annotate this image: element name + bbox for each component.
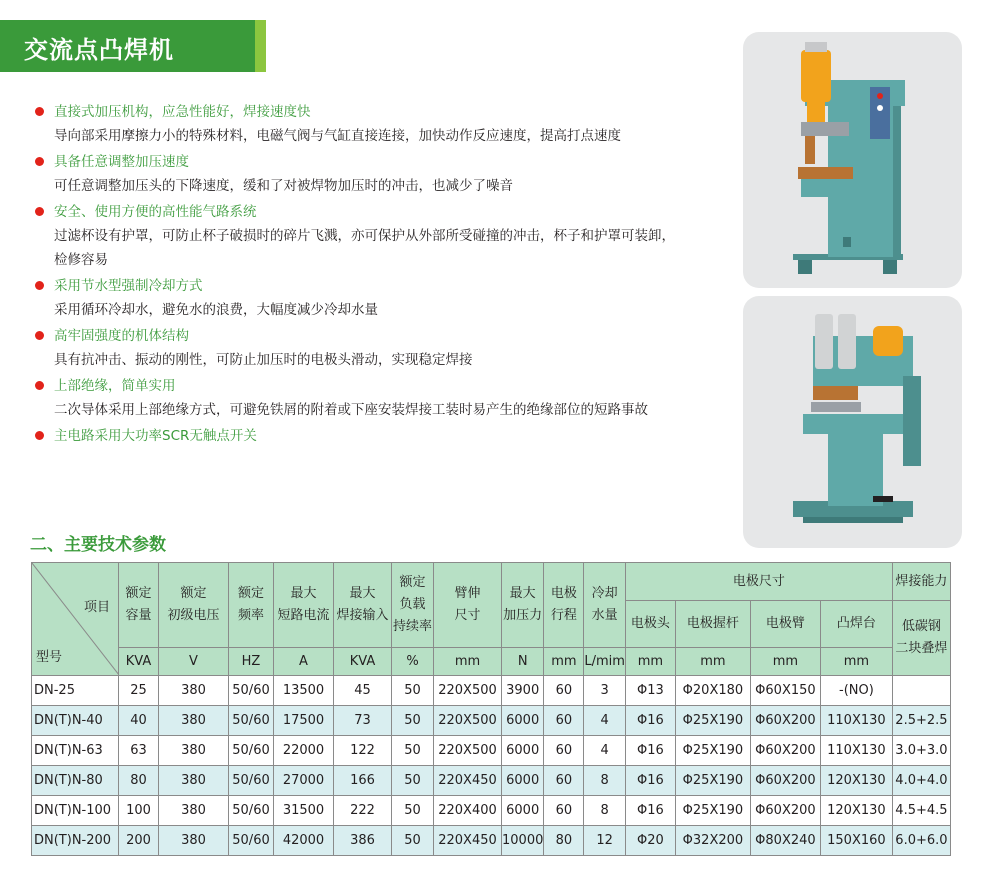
table-cell: 122: [334, 736, 392, 766]
table-cell: 73: [334, 706, 392, 736]
unit-cell: mm: [625, 648, 675, 676]
model-cell: DN(T)N-200: [32, 826, 119, 856]
unit-cell: KVA: [334, 648, 392, 676]
electrode-column-header: 电极头: [625, 601, 675, 648]
corner-label-item: 项目: [83, 600, 110, 615]
table-cell: 27000: [274, 766, 334, 796]
table-cell: 220X450: [434, 766, 502, 796]
red-bullet-icon: [35, 331, 44, 340]
feature-heading-text: 高牢固强度的机体结构: [54, 328, 189, 344]
table-cell: Φ60X150: [750, 676, 820, 706]
table-row: [32, 796, 951, 826]
column-header: 最大 加压力: [502, 563, 544, 648]
feature-heading: [35, 100, 675, 124]
projection-welder-double-head-icon: [743, 296, 962, 548]
feature-heading-text: 安全、使用方便的高性能气路系统: [54, 204, 257, 220]
machine-photo-2: [743, 296, 962, 548]
page-title: 交流点凸焊机: [24, 36, 174, 64]
table-cell: 50/60: [229, 706, 274, 736]
table-cell: 80: [119, 766, 159, 796]
feature-item: [35, 374, 675, 422]
table-cell: 60: [544, 676, 584, 706]
feature-description: 过滤杯设有护罩，可防止杯子破损时的碎片飞溅，亦可保护从外部所受碰撞的冲击，杯子和护罩可装卸，检修容易: [54, 228, 675, 268]
table-cell: 220X450: [434, 826, 502, 856]
table-cell: Φ16: [625, 706, 675, 736]
table-cell: 8: [584, 766, 626, 796]
table-cell: 12: [584, 826, 626, 856]
feature-heading: [35, 324, 675, 348]
table-cell: 50/60: [229, 676, 274, 706]
model-cell: DN(T)N-40: [32, 706, 119, 736]
column-header: 额定 负载 持续率: [392, 563, 434, 648]
electrode-column-header: 电极臂: [750, 601, 820, 648]
feature-item: [35, 100, 675, 148]
title-banner: [0, 20, 270, 72]
table-cell: Φ13: [625, 676, 675, 706]
column-header: 冷却 水量: [584, 563, 626, 648]
feature-heading-text: 具备任意调整加压速度: [54, 154, 189, 170]
unit-cell: mm: [675, 648, 750, 676]
table-cell: 220X500: [434, 736, 502, 766]
table-header-row: [32, 563, 951, 601]
electrode-group-header: 电极尺寸: [625, 563, 892, 601]
unit-cell: L/mim: [584, 648, 626, 676]
table-cell: 200: [119, 826, 159, 856]
table-cell: 50/60: [229, 796, 274, 826]
feature-description: 采用循环冷却水，避免水的浪费，大幅度减少冷却水量: [54, 302, 378, 318]
table-cell: 2.5+2.5: [892, 706, 950, 736]
table-cell: 60: [544, 736, 584, 766]
table-cell: 380: [159, 796, 229, 826]
table-cell: 3900: [502, 676, 544, 706]
table-cell: Φ20X180: [675, 676, 750, 706]
feature-description: 二次导体采用上部绝缘方式，可避免铁屑的附着或下座安装焊接工装时易产生的绝缘部位的短路事故: [54, 402, 648, 418]
model-cell: DN-25: [32, 676, 119, 706]
column-header: 电极 行程: [544, 563, 584, 648]
table-cell: 150X160: [820, 826, 892, 856]
model-cell: DN(T)N-80: [32, 766, 119, 796]
unit-cell: mm: [750, 648, 820, 676]
table-cell: 50: [392, 706, 434, 736]
table-cell: 220X400: [434, 796, 502, 826]
table-row: [32, 736, 951, 766]
feature-item: [35, 150, 675, 198]
table-cell: Φ60X200: [750, 796, 820, 826]
table-cell: Φ60X200: [750, 736, 820, 766]
table-cell: 110X130: [820, 736, 892, 766]
model-cell: DN(T)N-100: [32, 796, 119, 826]
red-bullet-icon: [35, 207, 44, 216]
table-cell: Φ25X190: [675, 766, 750, 796]
column-header: 额定 初级电压: [159, 563, 229, 648]
weld-group-header: 焊接能力: [892, 563, 950, 601]
table-cell: -(NO): [820, 676, 892, 706]
table-cell: Φ32X200: [675, 826, 750, 856]
feature-heading: [35, 374, 675, 398]
section-title: 二、主要技术参数: [30, 535, 166, 555]
table-cell: 386: [334, 826, 392, 856]
table-cell: 50: [392, 676, 434, 706]
machine-photo-1: [743, 32, 962, 288]
table-cell: 120X130: [820, 796, 892, 826]
electrode-column-header: 电极握杆: [675, 601, 750, 648]
table-cell: Φ80X240: [750, 826, 820, 856]
table-cell: Φ25X190: [675, 796, 750, 826]
table-cell: 50/60: [229, 766, 274, 796]
table-cell: 60: [544, 766, 584, 796]
feature-heading: [35, 200, 675, 224]
table-row: [32, 826, 951, 856]
corner-label-model: 型号: [36, 650, 63, 665]
table-cell: 17500: [274, 706, 334, 736]
table-cell: Φ16: [625, 796, 675, 826]
unit-cell: A: [274, 648, 334, 676]
table-cell: 110X130: [820, 706, 892, 736]
table-cell: 50/60: [229, 736, 274, 766]
table-row: [32, 766, 951, 796]
table-cell: Φ25X190: [675, 736, 750, 766]
table-cell: 380: [159, 736, 229, 766]
table-cell: 120X130: [820, 766, 892, 796]
table-cell: 80: [544, 826, 584, 856]
table-cell: 60: [544, 796, 584, 826]
unit-cell: mm: [544, 648, 584, 676]
spec-table: [31, 562, 951, 856]
feature-item: [35, 200, 675, 272]
table-cell: 6000: [502, 766, 544, 796]
table-cell: 380: [159, 826, 229, 856]
table-corner-cell: [32, 563, 119, 676]
unit-cell: mm: [434, 648, 502, 676]
table-cell: 3: [584, 676, 626, 706]
table-cell: 8: [584, 796, 626, 826]
unit-cell: mm: [820, 648, 892, 676]
table-cell: 10000: [502, 826, 544, 856]
column-header: 最大 短路电流: [274, 563, 334, 648]
table-cell: 100: [119, 796, 159, 826]
table-cell: Φ16: [625, 736, 675, 766]
red-bullet-icon: [35, 381, 44, 390]
table-cell: 6000: [502, 706, 544, 736]
table-cell: Φ60X200: [750, 706, 820, 736]
feature-list: [35, 100, 675, 450]
table-cell: 166: [334, 766, 392, 796]
table-units-row: [32, 648, 951, 676]
table-cell: 6000: [502, 796, 544, 826]
table-row: [32, 676, 951, 706]
table-cell: Φ20: [625, 826, 675, 856]
table-cell: 50: [392, 766, 434, 796]
table-cell: 222: [334, 796, 392, 826]
feature-heading: [35, 424, 675, 448]
feature-item: [35, 424, 675, 448]
table-cell: 380: [159, 766, 229, 796]
feature-description: 可任意调整加压头的下降速度，缓和了对被焊物加压时的冲击，也减少了噪音: [54, 178, 513, 194]
table-cell: 50: [392, 826, 434, 856]
table-cell: Φ60X200: [750, 766, 820, 796]
table-cell: 50: [392, 736, 434, 766]
column-header: 臂伸 尺寸: [434, 563, 502, 648]
spot-welder-single-head-icon: [743, 32, 962, 288]
table-cell: 13500: [274, 676, 334, 706]
feature-item: [35, 324, 675, 372]
table-cell: 4.0+4.0: [892, 766, 950, 796]
table-cell: 3.0+3.0: [892, 736, 950, 766]
table-cell: 50: [392, 796, 434, 826]
table-cell: 4: [584, 706, 626, 736]
table-cell: 25: [119, 676, 159, 706]
table-cell: [892, 676, 950, 706]
table-cell: 50/60: [229, 826, 274, 856]
feature-description: 导向部采用摩擦力小的特殊材料，电磁气阀与气缸直接连接，加快动作反应速度，提高打点速度: [54, 128, 621, 144]
table-cell: 45: [334, 676, 392, 706]
feature-heading: [35, 274, 675, 298]
red-bullet-icon: [35, 281, 44, 290]
unit-cell: N: [502, 648, 544, 676]
model-cell: DN(T)N-63: [32, 736, 119, 766]
table-cell: 6000: [502, 736, 544, 766]
unit-cell: KVA: [119, 648, 159, 676]
unit-cell: HZ: [229, 648, 274, 676]
table-cell: Φ25X190: [675, 706, 750, 736]
weld-column-header: 低碳钢 二块叠焊: [892, 601, 950, 676]
feature-heading-text: 直接式加压机构，应急性能好，焊接速度快: [54, 104, 311, 120]
table-row: [32, 706, 951, 736]
table-cell: 40: [119, 706, 159, 736]
red-bullet-icon: [35, 107, 44, 116]
unit-cell: %: [392, 648, 434, 676]
column-header: 最大 焊接输入: [334, 563, 392, 648]
table-cell: 4.5+4.5: [892, 796, 950, 826]
table-cell: 42000: [274, 826, 334, 856]
table-cell: 22000: [274, 736, 334, 766]
feature-heading-text: 主电路采用大功率SCR无触点开关: [54, 428, 257, 444]
feature-item: [35, 274, 675, 322]
table-cell: 220X500: [434, 676, 502, 706]
unit-cell: V: [159, 648, 229, 676]
electrode-column-header: 凸焊台: [820, 601, 892, 648]
column-header: 额定 频率: [229, 563, 274, 648]
table-cell: 380: [159, 706, 229, 736]
feature-heading: [35, 150, 675, 174]
table-cell: 31500: [274, 796, 334, 826]
table-cell: 60: [544, 706, 584, 736]
table-cell: 6.0+6.0: [892, 826, 950, 856]
feature-heading-text: 采用节水型强制冷却方式: [54, 278, 203, 294]
table-cell: 220X500: [434, 706, 502, 736]
title-accent-stripe: [255, 20, 266, 72]
table-cell: 4: [584, 736, 626, 766]
feature-heading-text: 上部绝缘，简单实用: [54, 378, 176, 394]
feature-description: 具有抗冲击、振动的刚性，可防止加压时的电极头滑动，实现稳定焊接: [54, 352, 473, 368]
table-cell: Φ16: [625, 766, 675, 796]
table-cell: 380: [159, 676, 229, 706]
red-bullet-icon: [35, 431, 44, 440]
red-bullet-icon: [35, 157, 44, 166]
column-header: 额定 容量: [119, 563, 159, 648]
table-cell: 63: [119, 736, 159, 766]
